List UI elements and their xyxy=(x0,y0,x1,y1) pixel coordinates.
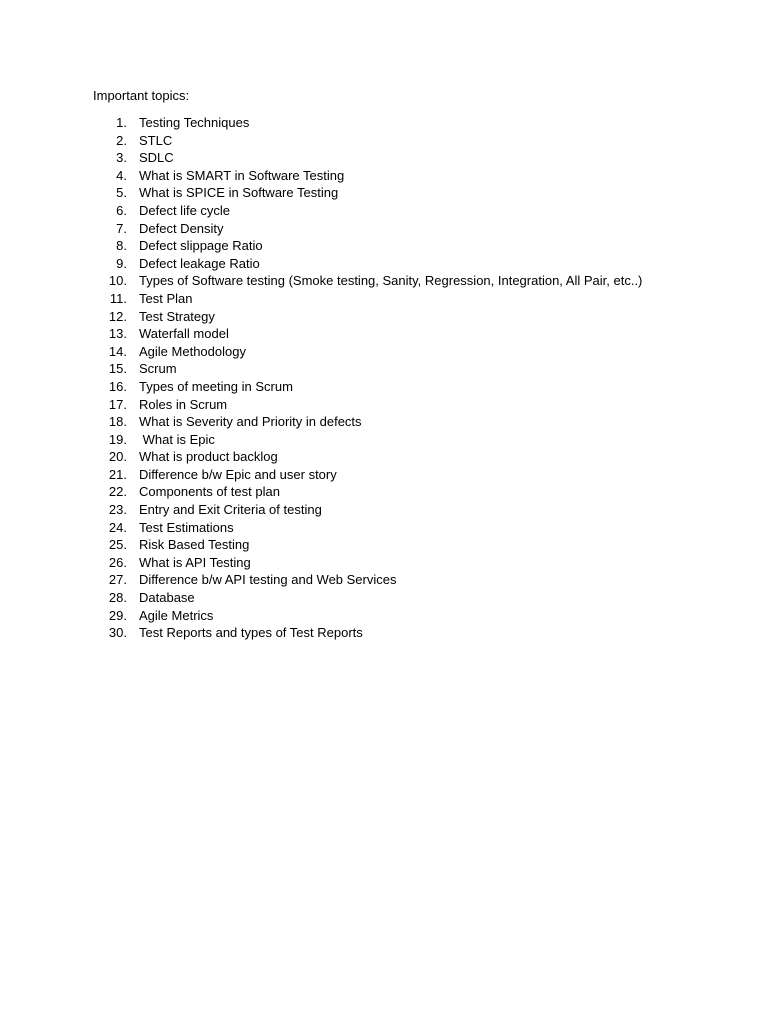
list-item xyxy=(93,325,642,343)
document-heading: Important topics: xyxy=(93,88,190,103)
list-item-number: 22. xyxy=(108,484,127,500)
list-item-text: Defect life cycle xyxy=(139,202,231,218)
list-item xyxy=(93,343,642,361)
list-item xyxy=(93,431,642,449)
list-item-text: Risk Based Testing xyxy=(139,537,250,553)
list-item-number: 20. xyxy=(108,449,127,465)
list-item xyxy=(93,466,642,484)
list-item-text: Database xyxy=(139,590,195,606)
list-item-text: Test Reports and types of Test Reports xyxy=(139,625,363,641)
list-item-text: SDLC xyxy=(139,150,174,166)
list-item-number: 14. xyxy=(108,343,127,359)
list-item xyxy=(93,220,642,238)
list-item-number: 2. xyxy=(116,132,127,148)
list-item-number: 10. xyxy=(108,273,127,289)
list-item-number: 6. xyxy=(116,202,127,218)
list-item-number: 28. xyxy=(108,590,127,606)
list-item xyxy=(93,149,642,167)
list-item xyxy=(93,237,642,255)
list-item xyxy=(93,184,642,202)
list-item-number: 24. xyxy=(108,519,127,535)
list-item-text: Test Estimations xyxy=(139,519,234,535)
list-item xyxy=(93,501,642,519)
list-item-number: 16. xyxy=(108,378,127,394)
list-item-text: Components of test plan xyxy=(139,484,280,500)
list-item-text: Agile Metrics xyxy=(139,607,214,623)
list-item-number: 26. xyxy=(108,554,127,570)
list-item xyxy=(93,571,642,589)
list-item-number: 25. xyxy=(108,537,127,553)
list-item-number: 1. xyxy=(116,115,127,130)
list-item xyxy=(93,308,642,326)
list-item xyxy=(93,290,642,308)
list-item-text: What is SMART in Software Testing xyxy=(139,167,345,183)
list-item xyxy=(93,360,642,378)
list-item xyxy=(93,132,642,150)
list-item-number: 7. xyxy=(116,220,127,236)
list-item-number: 13. xyxy=(108,326,127,342)
list-item-text: What is Severity and Priority in defects xyxy=(139,414,362,430)
list-item-text: Difference b/w Epic and user story xyxy=(139,466,337,482)
list-item xyxy=(93,272,642,290)
list-item-number: 9. xyxy=(116,255,127,271)
list-item-text: Entry and Exit Criteria of testing xyxy=(139,502,322,518)
list-item-text: Waterfall model xyxy=(139,326,229,342)
list-item-text: Defect Density xyxy=(139,220,224,236)
list-item-text: What is product backlog xyxy=(139,449,278,465)
list-item-number: 12. xyxy=(108,308,127,324)
list-item-text: Defect slippage Ratio xyxy=(139,238,263,254)
list-item-number: 19. xyxy=(108,431,127,447)
list-item-number: 30. xyxy=(108,625,127,641)
list-item xyxy=(93,378,642,396)
list-item-number: 27. xyxy=(108,572,127,588)
list-item xyxy=(93,413,642,431)
list-item-text: Roles in Scrum xyxy=(139,396,228,412)
list-item xyxy=(93,255,642,273)
list-item-number: 4. xyxy=(116,167,127,183)
list-item-number: 15. xyxy=(108,361,127,377)
list-item xyxy=(93,448,642,466)
list-item-text: What is API Testing xyxy=(139,554,251,570)
list-item xyxy=(93,624,642,642)
list-item xyxy=(93,536,642,554)
list-item xyxy=(93,202,642,220)
list-item xyxy=(93,607,642,625)
list-item xyxy=(93,396,642,414)
list-item-number: 23. xyxy=(108,502,127,518)
topic-list xyxy=(93,114,642,642)
list-item-number: 11. xyxy=(109,290,127,306)
list-item xyxy=(93,114,642,132)
list-item-number: 5. xyxy=(116,185,127,201)
list-item-text: Defect leakage Ratio xyxy=(139,255,260,271)
list-item-number: 8. xyxy=(116,238,127,254)
list-item-text: Agile Methodology xyxy=(139,343,246,359)
list-item-number: 17. xyxy=(108,396,127,412)
list-item-text: Test Strategy xyxy=(139,308,215,324)
list-item-text: Types of Software testing (Smoke testing, Sanity, Regression, Integration, All Pair, etc..) xyxy=(139,273,643,289)
list-item-text: STLC xyxy=(139,132,173,148)
list-item xyxy=(93,589,642,607)
list-item xyxy=(93,167,642,185)
list-item-text: What is Epic xyxy=(139,431,215,447)
list-item-text: What is SPICE in Software Testing xyxy=(139,185,339,201)
list-item xyxy=(93,519,642,537)
list-item-text: Scrum xyxy=(139,361,177,377)
list-item-number: 3. xyxy=(116,150,127,166)
list-item-number: 21. xyxy=(108,466,127,482)
list-item-text: Testing Techniques xyxy=(139,115,250,130)
list-item-number: 18. xyxy=(108,414,127,430)
list-item-text: Difference b/w API testing and Web Services xyxy=(139,572,397,588)
list-item xyxy=(93,483,642,501)
list-item-text: Test Plan xyxy=(139,290,193,306)
list-item xyxy=(93,554,642,572)
list-item-number: 29. xyxy=(108,607,127,623)
list-item-text: Types of meeting in Scrum xyxy=(139,378,293,394)
